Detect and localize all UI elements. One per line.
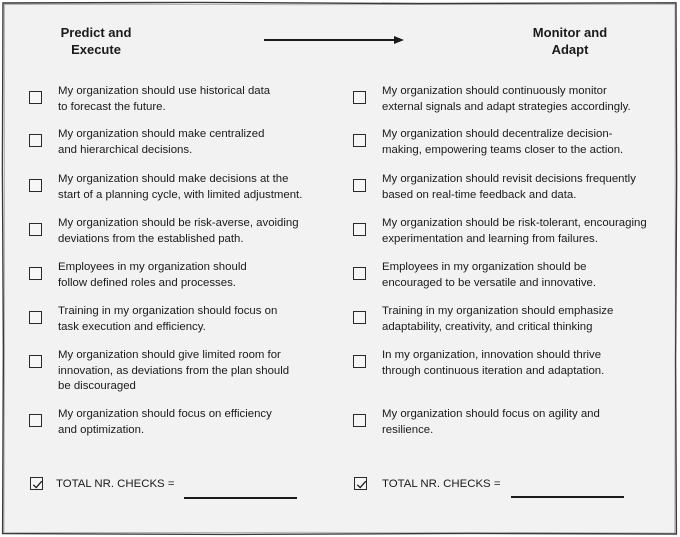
right-checkbox-6[interactable] [353, 311, 366, 324]
left-checkbox-3[interactable] [29, 179, 42, 192]
checkmark-icon [355, 478, 368, 491]
right-statement-7: In my organization, innovation should thrive through continuous iteration and adaptation. [382, 349, 605, 377]
left-statement-2: My organization should make centralized and hierarchical decisions. [58, 128, 265, 156]
left-checkbox-1[interactable] [29, 91, 42, 104]
left-total-label: TOTAL NR. CHECKS = [56, 478, 175, 490]
right-checkbox-1[interactable] [353, 91, 366, 104]
right-statement-6: Training in my organization should emphasize adaptability, creativity, and critical thinking [382, 305, 614, 333]
right-total-checkbox[interactable] [354, 477, 367, 490]
left-statement-6: Training in my organization should focus on task execution and efficiency. [58, 305, 278, 333]
left-checkbox-4[interactable] [29, 223, 42, 236]
left-checkbox-6[interactable] [29, 311, 42, 324]
left-checkbox-5[interactable] [29, 267, 42, 280]
left-checkbox-7[interactable] [29, 355, 42, 368]
left-checkbox-8[interactable] [29, 414, 42, 427]
right-statement-3: My organization should revisit decisions frequently based on real-time feedback and data. [382, 173, 636, 201]
right-statement-1: My organization should continuously monitor external signals and adapt strategies accordingly. [382, 85, 631, 113]
checkmark-icon [31, 478, 44, 491]
left-total-blank-line[interactable] [184, 497, 297, 499]
right-statement-8: My organization should focus on agility and resilience. [382, 408, 600, 436]
right-statement-4: My organization should be risk-tolerant, encouraging experimentation and learning from failures. [382, 217, 647, 245]
left-checkbox-2[interactable] [29, 134, 42, 147]
left-statement-5: Employees in my organization should follow defined roles and processes. [58, 261, 247, 289]
right-checkbox-3[interactable] [353, 179, 366, 192]
right-checkbox-4[interactable] [353, 223, 366, 236]
left-statement-8: My organization should focus on efficiency and optimization. [58, 408, 272, 436]
left-total-checkbox[interactable] [30, 477, 43, 490]
left-statement-1: My organization should use historical data to forecast the future. [58, 85, 271, 113]
right-checkbox-5[interactable] [353, 267, 366, 280]
left-statement-4: My organization should be risk-averse, avoiding deviations from the established path. [58, 217, 299, 245]
arrow-right-icon [264, 33, 406, 47]
right-checkbox-7[interactable] [353, 355, 366, 368]
right-statement-2: My organization should decentralize decision- making, empowering teams closer to the action. [382, 128, 624, 156]
right-checkbox-2[interactable] [353, 134, 366, 147]
right-total-label: TOTAL NR. CHECKS = [382, 478, 501, 490]
left-column-heading: Predict and Execute [60, 25, 132, 57]
right-statement-5: Employees in my organization should be encouraged to be versatile and innovative. [382, 261, 597, 289]
right-total-blank-line[interactable] [511, 496, 624, 498]
left-statement-7: My organization should give limited room for innovation, as deviations from the plan should be discouraged [58, 349, 290, 393]
left-statement-3: My organization should make decisions at the start of a planning cycle, with limited adjustment. [58, 173, 303, 201]
right-checkbox-8[interactable] [353, 414, 366, 427]
right-column-heading: Monitor and Adapt [532, 25, 608, 57]
